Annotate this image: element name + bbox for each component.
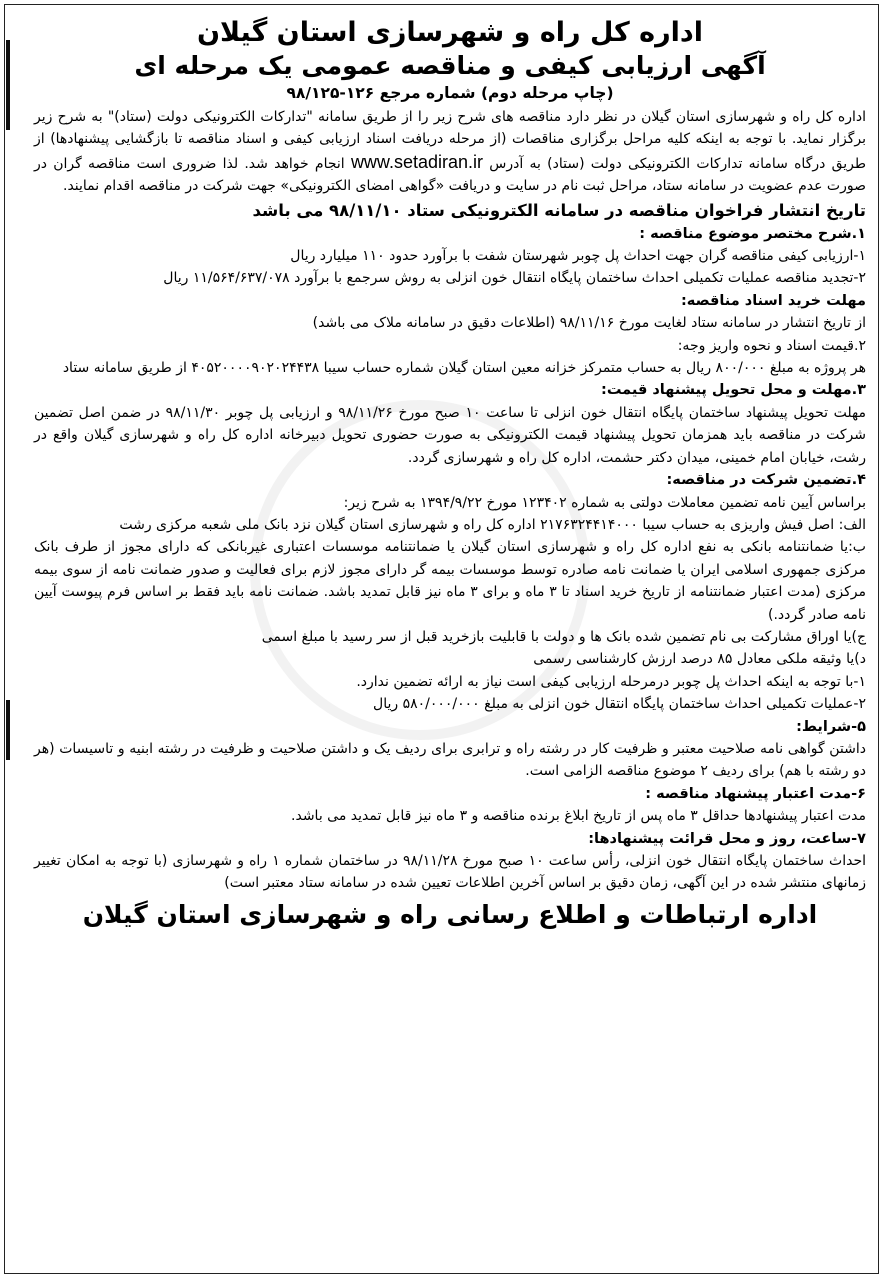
section-3-heading: ۳.مهلت و محل تحویل پیشنهاد قیمت: xyxy=(601,382,866,399)
section-5-heading: ۵-شرایط: xyxy=(796,718,866,735)
section-4-heading: ۴.تضمین شرکت در مناقصه: xyxy=(666,472,866,489)
tender-notice xyxy=(30,16,870,1266)
section-4-note-2: ۲-عملیات تکمیلی احداث ساختمان پایگاه انتقال خون انزلی به مبلغ ۵۸۰/۰۰۰/۰۰۰ ریال xyxy=(373,696,866,713)
section-4-note-1: ۱-با توجه به اینکه احداث پل چوبر درمرحله ارزیابی کیفی است نیاز به ارائه تضمین ندارد. xyxy=(356,673,866,690)
purchase-text: از تاریخ انتشار در سامانه ستاد لغایت مورخ ۹۸/۱۱/۱۶ (اطلاعات دقیق در سامانه ملاک می باشد) xyxy=(312,315,866,332)
purchase-heading: مهلت خرید اسناد مناقصه: xyxy=(680,292,866,309)
org-title: اداره کل راه و شهرسازی استان گیلان xyxy=(197,17,703,48)
section-4-jim: ج)یا اوراق مشارکت بی نام تضمین شده بانک ها و دولت با قابلیت بازخرید قبل از سر رسید با مبلغ اسمی xyxy=(261,628,866,645)
notice-title: آگهی ارزیابی کیفی و مناقصه عمومی یک مرحله ای xyxy=(134,51,766,80)
intro-text: اداره کل راه و شهرسازی استان گیلان در نظر دارد مناقصه های شرح زیر را از طریق سامانه "تدارکات الکترونیکی دولت (ستاد)" به شرح زیر برگزار نماید. با توجه به اینکه کلیه مراحل برگزاری مناقصات (از مرحله دریافت اسناد ارزیابی کیفی و اسناد مناقصه تا بازگشایی پیشنهادها) از طریق درگاه سامانه تدارکات الکترونیکی دولت (ستاد) xyxy=(34,109,867,172)
section-7-heading: ۷-ساعت، روز و محل قرائت پیشنهادها: xyxy=(588,830,866,847)
section-5-text: داشتن گواهی نامه صلاحیت معتبر و ظرفیت کار در رشته راه و ترابری برای ردیف یک و داشتن صلاحیت و ظرفیت در رشته ابنیه و تاسیسات (هر دو رشته با هم) برای ردیف ۲ موضوع مناقصه الزامی است. xyxy=(34,740,866,780)
section-4-be: ب:یا ضمانتنامه بانکی به نفع اداره کل راه و شهرسازی استان گیلان یا ضمانتنامه موسسات اعتباری غیربانکی که دارای مجوز از طرف بانک مرکزی جمهوری اسلامی ایران یا ضمانت نامه صادره توسط موسسات بیمه گر دارای مجوز لازم برای فعالیت و صدور ضمانت نامه از سوی بیمه مرکزی (مدت اعتبار ضمانتنامه از تاریخ خرید اسناد تا ۳ ماه و برای ۳ ماه نیز قابل تمدید باشد. ضمانت نامه باید فقط بر اساس فرم پیوست آیین نامه صادر گردد.) xyxy=(34,539,866,623)
publish-date: تاریخ انتشار فراخوان مناقصه در سامانه الکترونیکی ستاد ۹۸/۱۱/۱۰ می باشد xyxy=(252,200,866,220)
section-1-heading: ۱.شرح مختصر موضوع مناقصه : xyxy=(639,225,866,242)
section-3-text: مهلت تحویل پیشنهاد ساختمان پایگاه انتقال خون انزلی تا ساعت ۱۰ صبح مورخ ۹۸/۱۱/۲۶ و ارزیابی پل چوبر ۹۸/۱۱/۳۰ در ضمن اصل تضمین شرکت در مناقصه باید همزمان تحویل پیشنهاد قیمت الکترونیکی به صورت حضوری تحویل دبیرخانه اداره کل راه و شهرسازی گیلان واقع در رشت، خیابان امام خمینی، میدان دکتر حشمت، اداره کل راه و شهرسازی گردد. xyxy=(34,404,866,466)
website-link[interactable]: www.setadiran.ir xyxy=(350,151,483,172)
intro-text-continued: انجام خواهد شد. لذا ضروری است مناقصه گران در صورت عدم عضویت در سامانه ستاد، مراحل ثبت نام در سایت و دریافت «گواهی امضای الکترونیکی» جهت شرکت در مناقصه اقدام نمایند. xyxy=(34,155,866,195)
address-label: به آدرس xyxy=(489,155,541,172)
section-4-intro: براساس آیین نامه تضمین معاملات دولتی به شماره ۱۲۳۴۰۲ مورخ ۱۳۹۴/۹/۲۲ به شرح زیر: xyxy=(343,494,866,511)
section-4-dal: د)یا وثیقه ملکی معادل ۸۵ درصد ارزش کارشناسی رسمی xyxy=(533,651,866,668)
section-2-heading: ۲.قیمت اسناد و نحوه واریز وجه: xyxy=(677,337,866,354)
scan-edge-mark xyxy=(6,700,10,760)
section-6-text: مدت اعتبار پیشنهادها حداقل ۳ ماه پس از تاریخ ابلاغ برنده مناقصه و ۳ ماه نیز قابل تمدید می باشد. xyxy=(291,808,866,825)
section-2-text: هر پروژه به مبلغ ۸۰۰/۰۰۰ ریال به حساب متمرکز خزانه معین استان گیلان شماره حساب سیبا ۴۰۵۲۰۰۰۰۹۰۲۰۲۴۴۳۸ از طریق سامانه ستاد xyxy=(62,360,866,377)
scan-edge-mark xyxy=(6,40,10,130)
section-7-text: احداث ساختمان پایگاه انتقال خون انزلی، رأس ساعت ۱۰ صبح مورخ ۹۸/۱۱/۲۸ در ساختمان شماره ۱ راه و شهرسازی (با توجه به امکان تغییر زمانهای منتشر شده در این آگهی، زمان دقیق بر اساس آخرین اطلاعات تعیین شده در سامانه ستاد معتبر است) xyxy=(34,853,867,892)
section-4-alef: الف: اصل فیش واریزی به حساب سیبا ۲۱۷۶۳۲۴۴۱۴۰۰۰ اداره کل راه و شهرسازی استان گیلان نزد بانک ملی شعبه مرکزی رشت xyxy=(119,516,866,533)
footer-signature: اداره ارتباطات و اطلاع رسانی راه و شهرسازی استان گیلان xyxy=(82,899,818,929)
intro-paragraph xyxy=(34,106,866,198)
section-6-heading: ۶-مدت اعتبار پیشنهاد مناقصه : xyxy=(645,785,866,802)
section-1-item-2: ۲-تجدید مناقصه عملیات تکمیلی احداث ساختمان پایگاه انتقال خون انزلی به روش سرجمع با برآورد ۱۱/۵۶۴/۶۳۷/۰۷۸ ریال xyxy=(163,270,866,287)
reference-number: (چاپ مرحله دوم) شماره مرجع ۱۲۶-۹۸/۱۲۵ xyxy=(286,84,614,102)
section-1-item-1: ۱-ارزیابی کیفی مناقصه گران جهت احداث پل چوبر شهرستان شفت با برآورد حدود ۱۱۰ میلیارد ریال xyxy=(290,248,866,265)
